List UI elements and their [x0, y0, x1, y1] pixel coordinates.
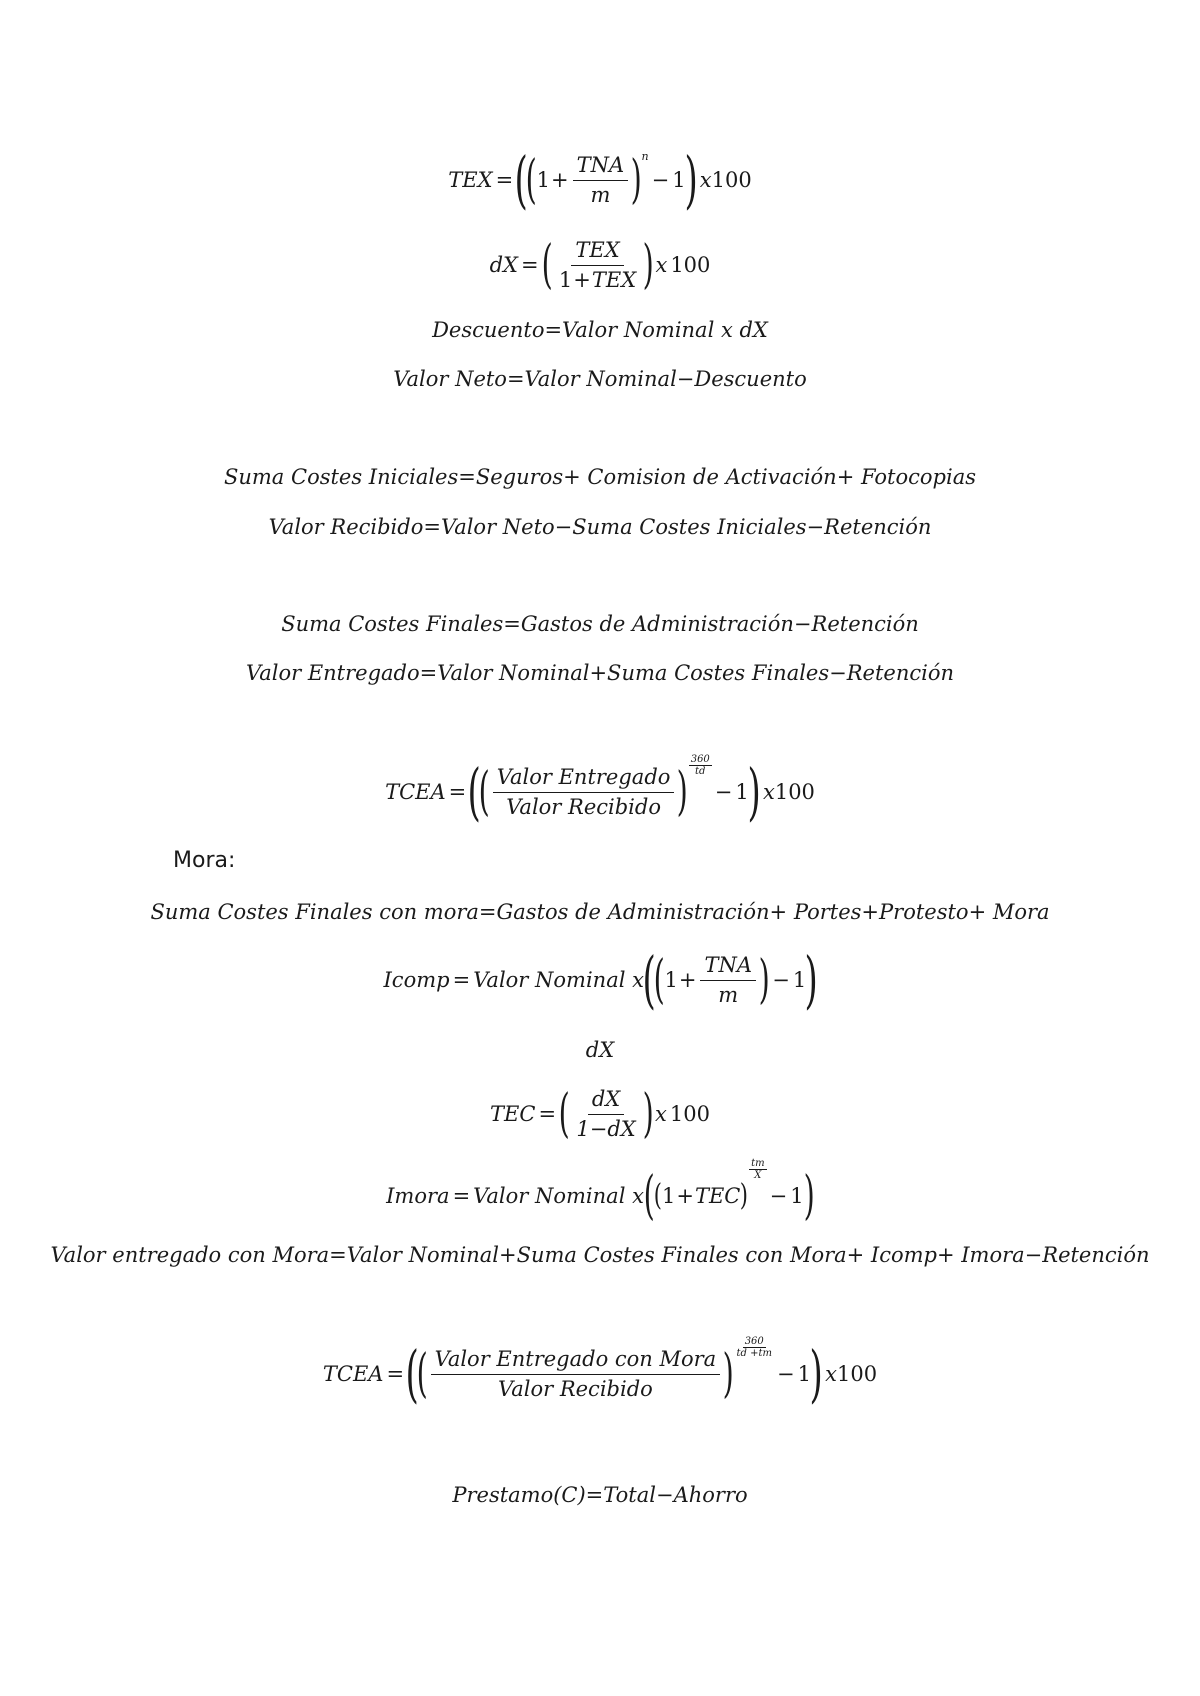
close-paren: )	[684, 143, 698, 216]
exponent-numerator: tm	[751, 1158, 765, 1169]
tcea-lhs: TCEA	[322, 1362, 384, 1386]
equation-valor-entregado: Valor Entregado=Valor Nominal+Suma Costes Finales−Retención	[245, 661, 955, 685]
equation-valor-recibido: Valor Recibido=Valor Neto−Suma Costes Iniciales−Retención	[268, 515, 932, 539]
fraction-denominator: m	[590, 182, 611, 207]
times-x: x	[762, 780, 775, 804]
open-paren: (	[405, 1337, 419, 1410]
fraction-denominator: m	[718, 982, 739, 1007]
entregado-over-recibido-fraction	[493, 765, 675, 818]
minus-sign: −	[772, 968, 790, 992]
open-paren: (	[541, 235, 553, 295]
equation-valor-entregado-mora: Valor entregado con Mora=Valor Nominal+Suma Costes Finales con Mora+ Icomp+ Imora−Retención	[50, 1243, 1150, 1267]
close-paren: )	[676, 762, 689, 822]
exponent-numerator: 360	[744, 1336, 764, 1347]
close-paren: )	[747, 755, 761, 828]
exponent-fraction	[735, 1336, 774, 1359]
close-paren: )	[722, 1344, 734, 1404]
close-paren: )	[642, 235, 654, 295]
equation-imora	[0, 1158, 1200, 1226]
equation-tex	[0, 143, 1200, 216]
open-paren: (	[525, 150, 538, 210]
times-x: x	[825, 1362, 838, 1386]
minus-sign: −	[769, 1184, 788, 1208]
dx-lhs: dX	[489, 253, 518, 277]
tex-over-one-plus-tex-fraction	[555, 238, 640, 291]
equation-descuento: Descuento=Valor Nominal x dX	[432, 318, 768, 342]
fraction-numerator: TEX	[571, 238, 623, 265]
equals-sign: =	[452, 968, 471, 992]
equation-icomp	[0, 943, 1200, 1016]
tex-lhs: TEX	[448, 168, 493, 192]
tna-over-m-fraction	[700, 953, 756, 1006]
equals-sign: =	[538, 1102, 557, 1126]
times-x: x	[655, 253, 668, 277]
close-paren: )	[803, 1166, 815, 1226]
imora-lhs: Imora	[386, 1184, 450, 1208]
exponent-numerator: 360	[690, 754, 710, 765]
tcea-lhs: TCEA	[385, 780, 446, 804]
hundred: 100	[711, 168, 752, 192]
fraction-numerator: dX	[588, 1087, 624, 1114]
fraction-denominator: Valor Recibido	[497, 1376, 653, 1401]
one: 1	[790, 1184, 804, 1208]
valor-nominal-x: Valor Nominal x	[473, 968, 644, 992]
close-paren: )	[642, 1084, 654, 1144]
open-paren: (	[514, 143, 528, 216]
one: 1	[735, 780, 749, 804]
plus-sign: +	[676, 1184, 694, 1208]
equation-tec	[0, 1084, 1200, 1144]
fraction-numerator: Valor Entregado con Mora	[431, 1347, 721, 1374]
equation-prestamo: Prestamo(C)=Total−Ahorro	[452, 1483, 748, 1507]
close-paren: )	[758, 950, 770, 1010]
close-paren: )	[740, 1178, 749, 1213]
equals-sign: =	[452, 1184, 471, 1208]
equation-suma-costes-finales-mora: Suma Costes Finales con mora=Gastos de Administración+ Portes+Protesto+ Mora	[150, 900, 1050, 924]
times-x: x	[655, 1102, 667, 1126]
valor-nominal-x: Valor Nominal x	[473, 1184, 644, 1208]
tna-over-m-fraction	[573, 153, 629, 206]
open-paren: (	[467, 755, 482, 828]
equation-suma-costes-finales: Suma Costes Finales=Gastos de Administración−Retención	[281, 612, 919, 636]
exponent-fraction	[689, 754, 712, 777]
hundred: 100	[774, 780, 815, 804]
exponent-denominator: td +tm	[736, 1348, 772, 1359]
plus-sign: +	[551, 168, 569, 192]
one: 1	[661, 1184, 676, 1208]
open-paren: (	[416, 1344, 429, 1404]
fraction-numerator: Valor Entregado	[493, 765, 675, 792]
close-paren: )	[809, 1337, 823, 1410]
entregado-mora-over-recibido-fraction	[431, 1347, 721, 1400]
equation-dx	[0, 235, 1200, 295]
plus-sign: +	[678, 968, 697, 992]
tec-lhs: TEC	[490, 1102, 536, 1126]
equation-valor-neto: Valor Neto=Valor Nominal−Descuento	[393, 367, 807, 391]
open-paren: (	[653, 1178, 663, 1213]
open-paren: (	[479, 762, 491, 822]
open-paren: (	[653, 950, 665, 1010]
tec-var: TEC	[694, 1184, 741, 1208]
minus-sign: −	[714, 780, 733, 804]
exponent-fraction	[749, 1158, 767, 1181]
close-paren: )	[630, 150, 642, 210]
fraction-denominator: 1−dX	[576, 1116, 636, 1141]
times-x: x	[699, 168, 712, 192]
tex-one: 1	[672, 168, 686, 192]
den-one: 1	[558, 267, 573, 292]
minus-sign: −	[651, 168, 670, 192]
exponent-n: n	[641, 150, 649, 163]
icomp-lhs: Icomp	[383, 968, 450, 992]
equation-dx-standalone: dX	[585, 1038, 615, 1062]
equals-sign: =	[386, 1362, 405, 1386]
dx-over-one-minus-dx-fraction	[572, 1087, 639, 1140]
section-heading-mora: Mora:	[173, 848, 236, 873]
equation-tcea-mora	[0, 1336, 1200, 1410]
equals-sign: =	[520, 253, 539, 277]
tex-one: 1	[536, 168, 551, 192]
one: 1	[797, 1362, 811, 1386]
fraction-numerator: TNA	[700, 953, 756, 980]
one: 1	[792, 968, 807, 992]
equals-sign: =	[448, 780, 467, 804]
exponent-denominator: td	[695, 766, 706, 777]
close-paren: )	[804, 943, 819, 1016]
hundred: 100	[837, 1362, 878, 1386]
fraction-numerator: TNA	[573, 153, 629, 180]
den-var: TEX	[591, 267, 637, 292]
one: 1	[664, 968, 678, 992]
hundred: 100	[669, 1102, 710, 1126]
equation-tcea	[0, 754, 1200, 828]
minus-sign: −	[776, 1362, 795, 1386]
open-paren: (	[643, 1166, 655, 1226]
equals-sign: =	[495, 168, 514, 192]
open-paren: (	[558, 1084, 570, 1144]
open-paren: (	[642, 943, 656, 1016]
exponent-denominator: X	[754, 1170, 762, 1181]
equation-suma-costes-iniciales: Suma Costes Iniciales=Seguros+ Comision de Activación+ Fotocopias	[223, 465, 976, 489]
plus-sign: +	[573, 267, 591, 292]
fraction-denominator	[555, 266, 640, 292]
hundred: 100	[670, 253, 711, 277]
fraction-denominator: Valor Recibido	[506, 794, 661, 819]
